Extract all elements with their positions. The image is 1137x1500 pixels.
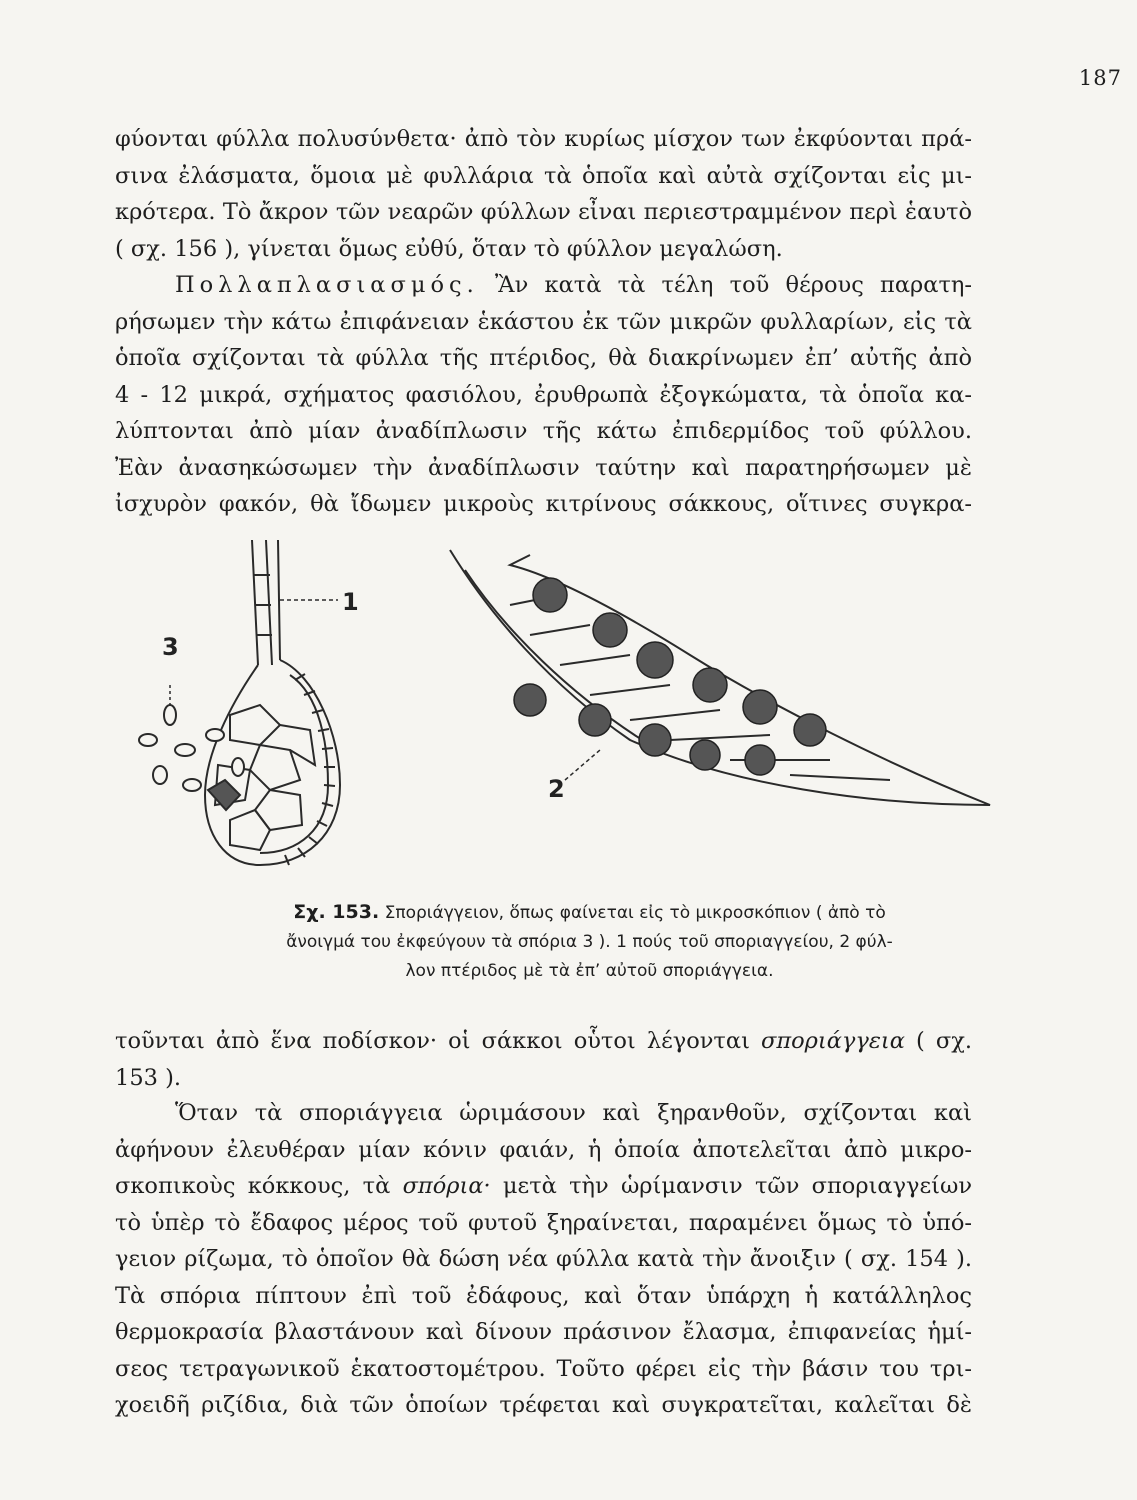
label-3: 3: [162, 633, 179, 661]
paragraph-1: [115, 121, 972, 267]
sori: [514, 578, 826, 775]
figure-caption: [232, 898, 947, 986]
text-fragment: ( σχ.: [916, 1028, 973, 1054]
text-line: γειον ρίζωμα, τὸ ὁποῖον θὰ δώση νέα φύλλα κατὰ τὴν ἄνοιξιν ( σχ. 154 ).: [115, 1246, 972, 1272]
caption-text: Σποριάγγειον, ὅπως φαίνεται εἰς τὸ μικροσκόπιον ( ἀπὸ τὸ: [384, 903, 886, 923]
text-line: Τὰ σπόρια πίπτουν ἐπὶ τοῦ ἐδάφους, καὶ ὅταν ὑπάρχη ἡ κατάλληλος: [115, 1282, 972, 1309]
text-line: 4 - 12 μικρά, σχήματος φασιόλου, ἐρυθρωπὰ ἐξογκώματα, τὰ ὁποῖα κα-: [115, 381, 972, 408]
page-number: 187: [1078, 66, 1122, 90]
caption-line: [232, 898, 947, 928]
text-line: ( σχ. 156 ), γίνεται ὅμως εὐθύ, ὅταν τὸ φύλλον μεγαλώση.: [115, 235, 783, 262]
text-line: [115, 267, 972, 304]
paragraph-3: [115, 1023, 972, 1096]
text-fragment: μετὰ τὴν ὡρίμανσιν τῶν σποριαγγείων: [502, 1173, 972, 1199]
text-line: κρότερα. Τὸ ἄκρον τῶν νεαρῶν φύλλων εἶναι περιεστραμμένον περὶ ἑαυτὸ: [115, 199, 972, 225]
text-line: τὸ ὑπὲρ τὸ ἔδαφος μέρος τοῦ φυτοῦ ξηραίνεται, παραμένει ὅμως τὸ ὑπό-: [115, 1209, 972, 1236]
section-heading: Πολλαπλασιασμός.: [175, 272, 479, 298]
label-2: 2: [548, 775, 565, 803]
spores: [139, 705, 244, 791]
text-line: λύπτονται ἀπὸ μίαν ἀναδίπλωσιν τῆς κάτω ἐπιδερμίδος τοῦ φύλλου.: [115, 418, 972, 444]
text-line: ἰσχυρὸν φακόν, θὰ ἴδωμεν μικροὺς κιτρίνους σάκκους, οἵτινες συγκρα-: [115, 491, 972, 517]
text-line: Ὅταν τὰ σποριάγγεια ὡριμάσουν καὶ ξηρανθοῦν, σχίζονται καὶ: [175, 1100, 972, 1126]
text-line: ὁποῖα σχίζονται τὰ φύλλα τῆς πτέριδος, θὰ διακρίνωμεν ἐπ’ αὐτῆς ἀπὸ: [115, 345, 972, 371]
paragraph-2: [115, 267, 972, 523]
italic-term: σπόρια·: [402, 1173, 491, 1199]
caption-label: Σχ. 153.: [293, 901, 380, 923]
label-1: 1: [342, 588, 359, 616]
paragraph-4: [115, 1095, 972, 1424]
text-line: σινα ἐλάσματα, ὅμοια μὲ φυλλάρια τὰ ὁποῖα καὶ αὐτὰ σχίζονται εἰς μι-: [115, 162, 972, 189]
text-fragment: σκοπικοὺς κόκκους, τὰ: [115, 1173, 391, 1199]
text-line: ἀφήνουν ἐλευθέραν μίαν κόνιν φαιάν, ἡ ὁποία ἀποτελεῖται ἀπὸ μικρο-: [115, 1136, 972, 1163]
caption-line: ἄνοιγμά του ἐκφεύγουν τὰ σπόρια 3 ). 1 πούς τοῦ σποριαγγείου, 2 φύλ-: [286, 932, 893, 952]
text-line: ρήσωμεν τὴν κάτω ἐπιφάνειαν ἑκάστου ἐκ τῶν μικρῶν φυλλαρίων, εἰς τὰ: [115, 308, 972, 335]
text-line: [115, 1023, 972, 1060]
text-line: χοειδῆ ριζίδια, διὰ τῶν ὁποίων τρέφεται καὶ συγκρατεῖται, καλεῖται δὲ: [115, 1392, 972, 1418]
sporangium-drawing: [205, 540, 340, 865]
sporangium-figure: [130, 535, 1000, 875]
text-line: 153 ).: [115, 1064, 182, 1091]
text-fragment: Ἂν κατὰ τὰ τέλη τοῦ θέρους παρατη-: [495, 272, 972, 298]
text-line: θερμοκρασία βλαστάνουν καὶ δίνουν πράσινον ἔλασμα, ἐπιφανείας ἡμί-: [115, 1319, 972, 1345]
text-line: σεος τετραγωνικοῦ ἑκατοστομέτρου. Τοῦτο φέρει εἰς τὴν βάσιν του τρι-: [115, 1355, 972, 1382]
text-line: φύονται φύλλα πολυσύνθετα· ἀπὸ τὸν κυρίως μίσχον των ἐκφύονται πρά-: [115, 126, 972, 152]
italic-term: σποριάγγεια: [760, 1028, 905, 1054]
text-line: [115, 1168, 972, 1205]
caption-line: λον πτέριδος μὲ τὰ ἐπ’ αὐτοῦ σποριάγγεια.: [405, 961, 774, 981]
text-fragment: τοῦνται ἀπὸ ἕνα ποδίσκον· οἱ σάκκοι οὗτοι λέγονται: [115, 1028, 750, 1054]
text-line: Ἐὰν ἀνασηκώσωμεν τὴν ἀναδίπλωσιν ταύτην καὶ παρατηρήσωμεν μὲ: [115, 454, 972, 481]
